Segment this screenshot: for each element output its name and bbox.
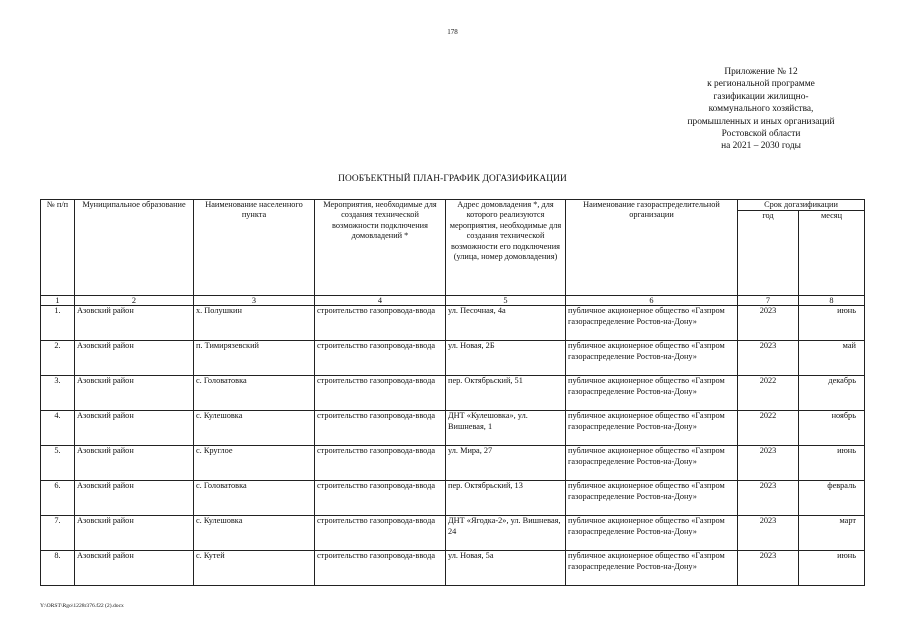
cell-year: 2022 xyxy=(738,411,799,446)
cell-month: июнь xyxy=(799,446,865,481)
cell-year: 2023 xyxy=(738,516,799,551)
column-numbers-row xyxy=(41,296,865,306)
cell-municipality: Азовский район xyxy=(75,516,194,551)
table-row xyxy=(41,306,865,341)
cell-measures: строительство газопровода-ввода xyxy=(315,551,446,586)
header-measures: Мероприятия, необходимые для создания технической возможности подключения домовладений * xyxy=(315,200,446,296)
cell-num: 1. xyxy=(41,306,75,341)
cell-municipality: Азовский район xyxy=(75,341,194,376)
cell-settlement: с. Кулешовка xyxy=(194,516,315,551)
header-settlement: Наименование населенного пункта xyxy=(194,200,315,296)
cell-settlement: с. Круглое xyxy=(194,446,315,481)
column-number: 2 xyxy=(75,296,194,306)
column-number: 4 xyxy=(315,296,446,306)
cell-measures: строительство газопровода-ввода xyxy=(315,376,446,411)
header-row xyxy=(41,200,865,211)
plan-schedule-table xyxy=(40,199,865,586)
cell-settlement: с. Кулешовка xyxy=(194,411,315,446)
cell-municipality: Азовский район xyxy=(75,376,194,411)
cell-settlement: п. Тимирязевский xyxy=(194,341,315,376)
cell-municipality: Азовский район xyxy=(75,411,194,446)
cell-gas-org: публичное акционерное общество «Газпром газораспределение Ростов-на-Дону» xyxy=(566,481,738,516)
cell-gas-org: публичное акционерное общество «Газпром газораспределение Ростов-на-Дону» xyxy=(566,306,738,341)
cell-gas-org: публичное акционерное общество «Газпром газораспределение Ростов-на-Дону» xyxy=(566,446,738,481)
cell-num: 6. xyxy=(41,481,75,516)
cell-year: 2023 xyxy=(738,446,799,481)
table-row xyxy=(41,516,865,551)
cell-measures: строительство газопровода-ввода xyxy=(315,341,446,376)
table-row xyxy=(41,481,865,516)
header-municipality: Муниципальное образование xyxy=(75,200,194,296)
cell-month: июнь xyxy=(799,306,865,341)
header-num: № п/п xyxy=(41,200,75,296)
header-address: Адрес домовладения *, для которого реализуются мероприятия, необходимые для создания технической возможности его подключения (улица, номер домовладения) xyxy=(446,200,566,296)
cell-gas-org: публичное акционерное общество «Газпром газораспределение Ростов-на-Дону» xyxy=(566,551,738,586)
appendix-line: промышленных и иных организаций xyxy=(687,116,835,127)
cell-year: 2023 xyxy=(738,481,799,516)
appendix-line: газификации жилищно- xyxy=(713,91,809,102)
cell-address: ул. Песочная, 4а xyxy=(446,306,566,341)
table-row xyxy=(41,376,865,411)
column-number: 6 xyxy=(566,296,738,306)
table-row xyxy=(41,551,865,586)
cell-num: 8. xyxy=(41,551,75,586)
cell-month: май xyxy=(799,341,865,376)
column-number: 7 xyxy=(738,296,799,306)
header-month: месяц xyxy=(799,211,865,296)
cell-gas-org: публичное акционерное общество «Газпром газораспределение Ростов-на-Дону» xyxy=(566,376,738,411)
cell-address: пер. Октябрьский, 13 xyxy=(446,481,566,516)
cell-month: декабрь xyxy=(799,376,865,411)
cell-year: 2022 xyxy=(738,376,799,411)
header-year: год xyxy=(738,211,799,296)
page-number: 178 xyxy=(447,28,458,36)
cell-num: 3. xyxy=(41,376,75,411)
column-number: 3 xyxy=(194,296,315,306)
appendix-block xyxy=(661,66,861,153)
header-gas-org: Наименование газораспределительной организации xyxy=(566,200,738,296)
appendix-line: коммунального хозяйства, xyxy=(708,104,814,115)
cell-measures: строительство газопровода-ввода xyxy=(315,411,446,446)
cell-municipality: Азовский район xyxy=(75,481,194,516)
cell-address: ул. Новая, 2Б xyxy=(446,341,566,376)
cell-municipality: Азовский район xyxy=(75,306,194,341)
cell-address: пер. Октябрьский, 51 xyxy=(446,376,566,411)
cell-month: март xyxy=(799,516,865,551)
cell-measures: строительство газопровода-ввода xyxy=(315,516,446,551)
table-row xyxy=(41,446,865,481)
cell-year: 2023 xyxy=(738,551,799,586)
column-number: 8 xyxy=(799,296,865,306)
cell-gas-org: публичное акционерное общество «Газпром газораспределение Ростов-на-Дону» xyxy=(566,516,738,551)
cell-num: 7. xyxy=(41,516,75,551)
cell-gas-org: публичное акционерное общество «Газпром газораспределение Ростов-на-Дону» xyxy=(566,341,738,376)
cell-month: февраль xyxy=(799,481,865,516)
cell-year: 2023 xyxy=(738,306,799,341)
column-number: 5 xyxy=(446,296,566,306)
column-number: 1 xyxy=(41,296,75,306)
cell-settlement: х. Полушкин xyxy=(194,306,315,341)
appendix-line: Ростовской области xyxy=(721,129,801,140)
cell-municipality: Азовский район xyxy=(75,446,194,481)
cell-settlement: с. Головатовка xyxy=(194,481,315,516)
footer-file-path: Y:\ORST\Rgo\1228r376.f22 (2).docx xyxy=(40,603,124,609)
header-deadline: Срок догазификации xyxy=(738,200,865,211)
cell-gas-org: публичное акционерное общество «Газпром газораспределение Ростов-на-Дону» xyxy=(566,411,738,446)
appendix-line: Приложение № 12 xyxy=(724,67,798,77)
appendix-line: к региональной программе xyxy=(707,79,815,90)
cell-num: 2. xyxy=(41,341,75,376)
cell-municipality: Азовский район xyxy=(75,551,194,586)
cell-measures: строительство газопровода-ввода xyxy=(315,481,446,516)
cell-num: 4. xyxy=(41,411,75,446)
cell-address: ул. Мира, 27 xyxy=(446,446,566,481)
cell-address: ул. Новая, 5а xyxy=(446,551,566,586)
cell-year: 2023 xyxy=(738,341,799,376)
cell-measures: строительство газопровода-ввода xyxy=(315,446,446,481)
table-row xyxy=(41,341,865,376)
document-title: ПООБЪЕКТНЫЙ ПЛАН-ГРАФИК ДОГАЗИФИКАЦИИ xyxy=(338,174,567,184)
cell-address: ДНТ «Ягодка-2», ул. Вишневая, 24 xyxy=(446,516,566,551)
cell-month: июнь xyxy=(799,551,865,586)
cell-num: 5. xyxy=(41,446,75,481)
appendix-line: на 2021 – 2030 годы xyxy=(721,141,801,152)
cell-measures: строительство газопровода-ввода xyxy=(315,306,446,341)
table-row xyxy=(41,411,865,446)
cell-month: ноябрь xyxy=(799,411,865,446)
cell-settlement: с. Кутей xyxy=(194,551,315,586)
cell-address: ДНТ «Кулешовка», ул. Вишневая, 1 xyxy=(446,411,566,446)
cell-settlement: с. Головатовка xyxy=(194,376,315,411)
